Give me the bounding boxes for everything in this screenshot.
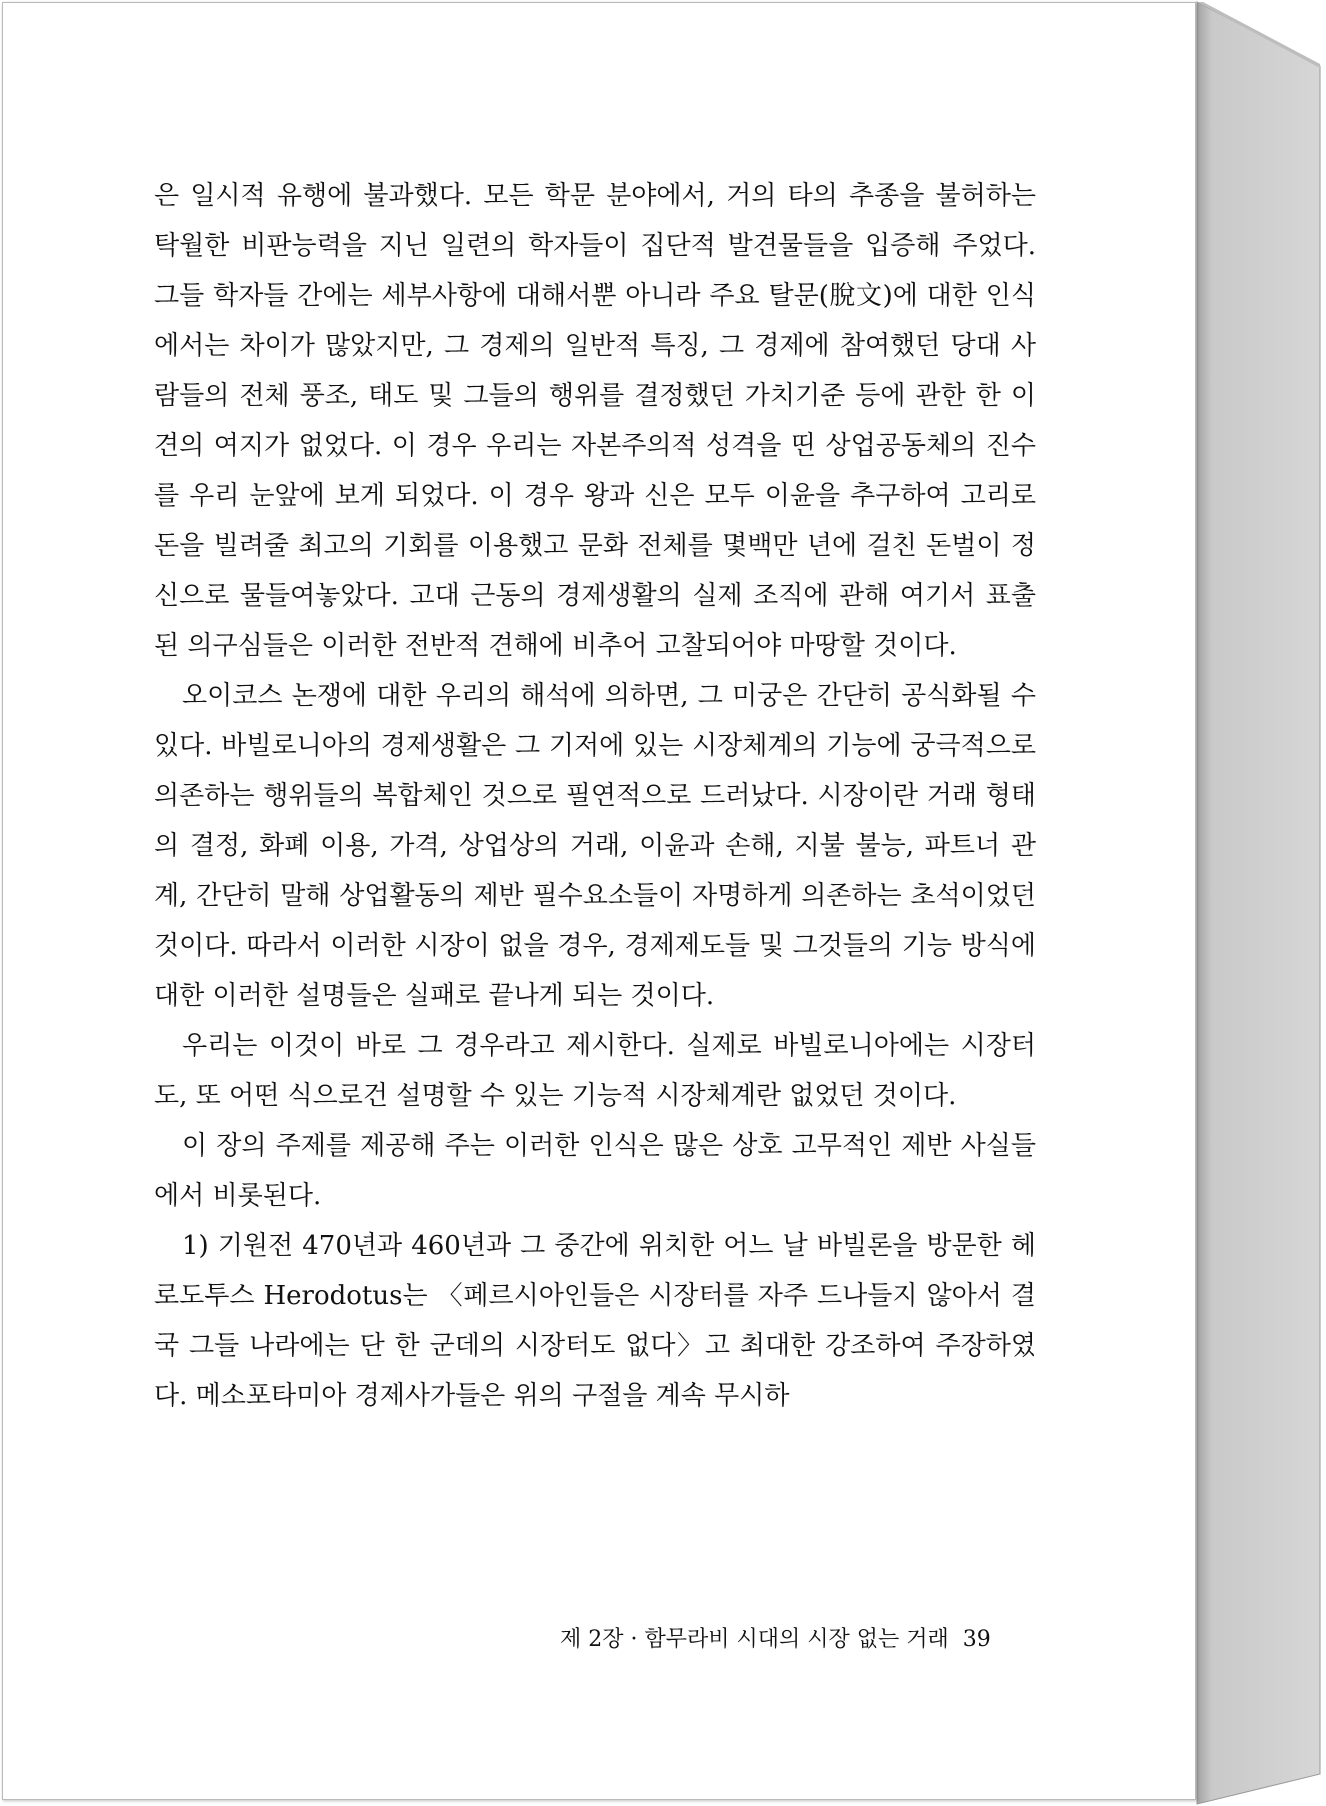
page-body-text: [154, 171, 1036, 1421]
paragraph-3: 우리는 이것이 바로 그 경우라고 제시한다. 실제로 바빌로니아에는 시장터도, 또 어떤 식으로건 설명할 수 있는 기능적 시장체계란 없었던 것이다.: [154, 1031, 1036, 1111]
paragraph-1: 은 일시적 유행에 불과했다. 모든 학문 분야에서, 거의 타의 추종을 불허하는 탁월한 비판능력을 지닌 일련의 학자들이 집단적 발견물들을 입증해 주었다. 그들 학자들 간에는 세부사항에 대해서뿐 아니라 주요 탈문(脫文)에 대한 인식에서는 차이가 많았지만, 그 경제의 일반적 특징, 그 경제에 참여했던 당대 사람들의 전체 풍조, 태도 및 그들의 행위를 결정했던 가치기준 등에 관한 한 이견의 여지가 없었다. 이 경우 우리는 자본주의적 성격을 띤 상업공동체의 진수를 우리 눈앞에 보게 되었다. 이 경우 왕과 신은 모두 이윤을 추구하여 고리로 돈을 빌려줄 최고의 기회를 이용했고 문화 전체를 몇백만 년에 걸친 돈벌이 정신으로 물들여놓았다. 고대 근동의 경제생활의 실제 조직에 관해 여기서 표출된 의구심들은 이러한 전반적 견해에 비추어 고찰되어야 마땅할 것이다.: [154, 181, 1036, 661]
paragraph-2: 오이코스 논쟁에 대한 우리의 해석에 의하면, 그 미궁은 간단히 공식화될 수 있다. 바빌로니아의 경제생활은 그 기저에 있는 시장체계의 기능에 궁극적으로 의존하는 행위들의 복합체인 것으로 필연적으로 드러났다. 시장이란 거래 형태의 결정, 화폐 이용, 가격, 상업상의 거래, 이윤과 손해, 지불 불능, 파트너 관계, 간단히 말해 상업활동의 제반 필수요소들이 자명하게 의존하는 초석이었던 것이다. 따라서 이러한 시장이 없을 경우, 경제제도들 및 그것들의 기능 방식에 대한 이러한 설명들은 실패로 끝나게 되는 것이다.: [154, 681, 1036, 1011]
page-number: 39: [962, 1627, 991, 1652]
paragraph-5: 1) 기원전 470년과 460년과 그 중간에 위치한 어느 날 바빌론을 방문한 헤로도투스 Herodotus는 〈페르시아인들은 시장터를 자주 드나들지 않아서 결국 그들 나라에는 단 한 군데의 시장터도 없다〉고 최대한 강조하여 주장하였다. 메소포타미아 경제사가들은 위의 구절을 계속 무시하: [154, 1231, 1036, 1411]
running-footer: [560, 1624, 1020, 1656]
paragraph-4: 이 장의 주제를 제공해 주는 이러한 인식은 많은 상호 고무적인 제반 사실들에서 비롯된다.: [154, 1131, 1036, 1211]
chapter-title: 제 2장 · 함무라비 시대의 시장 없는 거래: [560, 1627, 949, 1652]
page-block-side: [1197, 2, 1320, 1804]
